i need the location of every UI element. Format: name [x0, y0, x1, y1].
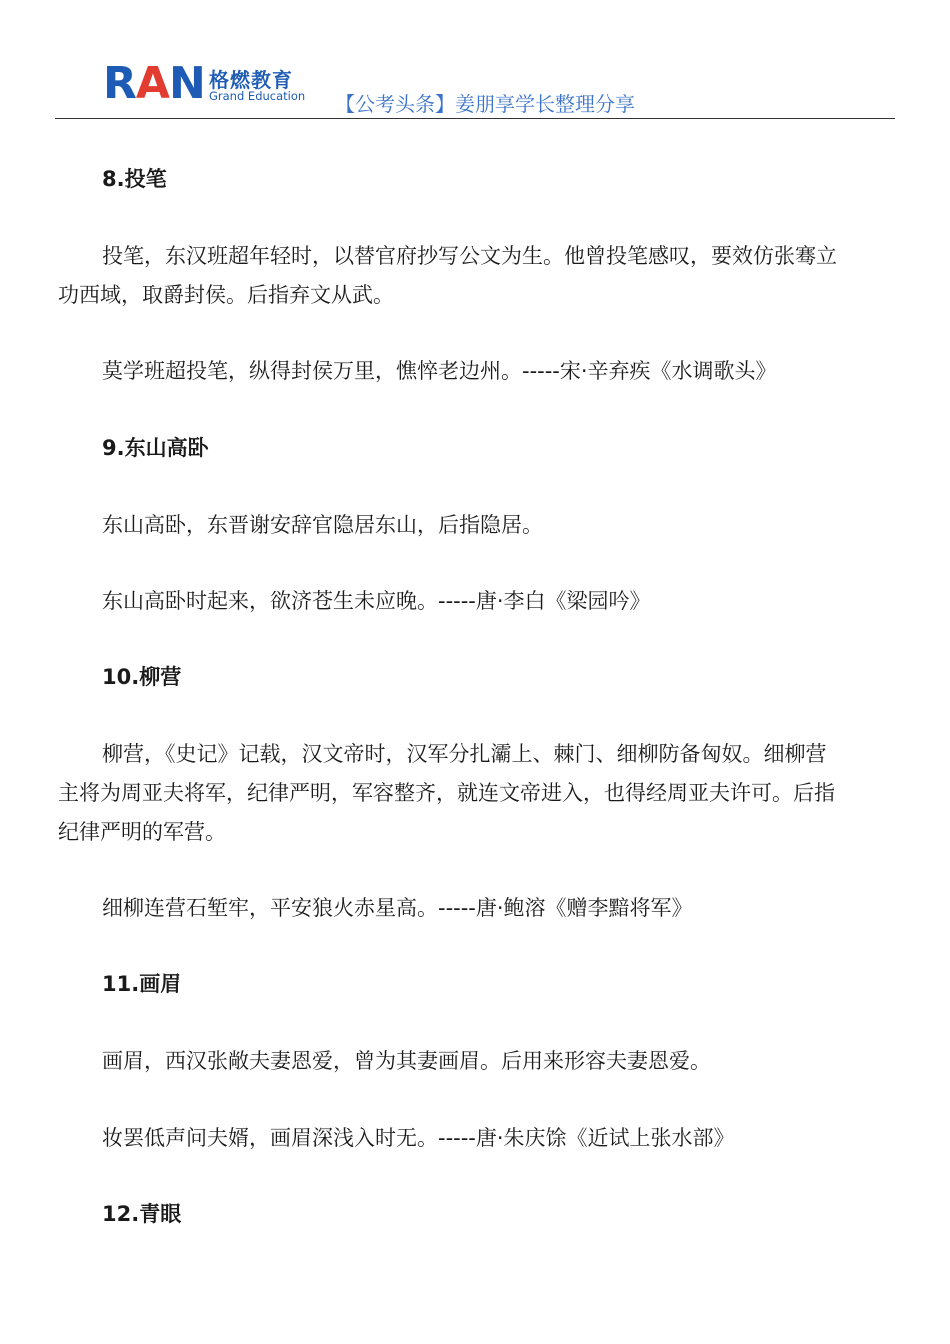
section-heading: 10.柳营: [102, 665, 182, 689]
logo-letter-r: R: [103, 58, 136, 109]
logo-mark: [103, 58, 205, 109]
logo-chinese-name: 格燃教育: [209, 68, 293, 92]
paragraph-line: 功西域，取爵封侯。后指弃文从武。: [58, 283, 394, 307]
section-heading: 12.青眼: [102, 1202, 182, 1226]
quote-line: 莫学班超投笔，纵得封侯万里，憔悴老边州。-----宋·辛弃疾《水调歌头》: [102, 359, 777, 383]
paragraph-line: 东山高卧，东晋谢安辞官隐居东山，后指隐居。: [102, 513, 543, 537]
section-heading: 11.画眉: [102, 972, 182, 996]
quote-line: 妆罢低声问夫婿，画眉深浅入时无。-----唐·朱庆馀《近试上张水部》: [102, 1126, 735, 1150]
quote-line: 细柳连营石堑牢，平安狼火赤星高。-----唐·鲍溶《赠李黯将军》: [102, 896, 693, 920]
paragraph-line: 主将为周亚夫将军，纪律严明，军容整齐，就连文帝进入，也得经周亚夫许可。后指: [58, 781, 835, 805]
paragraph-line: 画眉，西汉张敞夫妻恩爱，曾为其妻画眉。后用来形容夫妻恩爱。: [102, 1049, 711, 1073]
paragraph-line: 柳营，《史记》记载，汉文帝时，汉军分扎灞上、棘门、细柳防备匈奴。细柳营: [102, 742, 827, 766]
logo-english-name: Grand Education: [209, 89, 306, 103]
logo-letter-n: N: [168, 58, 205, 109]
header-divider: [55, 118, 895, 119]
section-heading: 9.东山高卧: [102, 436, 209, 460]
logo-letter-a: A: [135, 58, 169, 109]
section-heading: 8.投笔: [102, 167, 167, 191]
page-header: [0, 0, 950, 120]
header-share-text: 【公考头条】姜朋享学长整理分享: [335, 92, 635, 116]
paragraph-line: 投笔，东汉班超年轻时，以替官府抄写公文为生。他曾投笔感叹，要效仿张骞立: [102, 244, 837, 268]
paragraph-line: 纪律严明的军营。: [58, 820, 226, 844]
quote-line: 东山高卧时起来，欲济苍生未应晚。-----唐·李白《梁园吟》: [102, 589, 651, 613]
